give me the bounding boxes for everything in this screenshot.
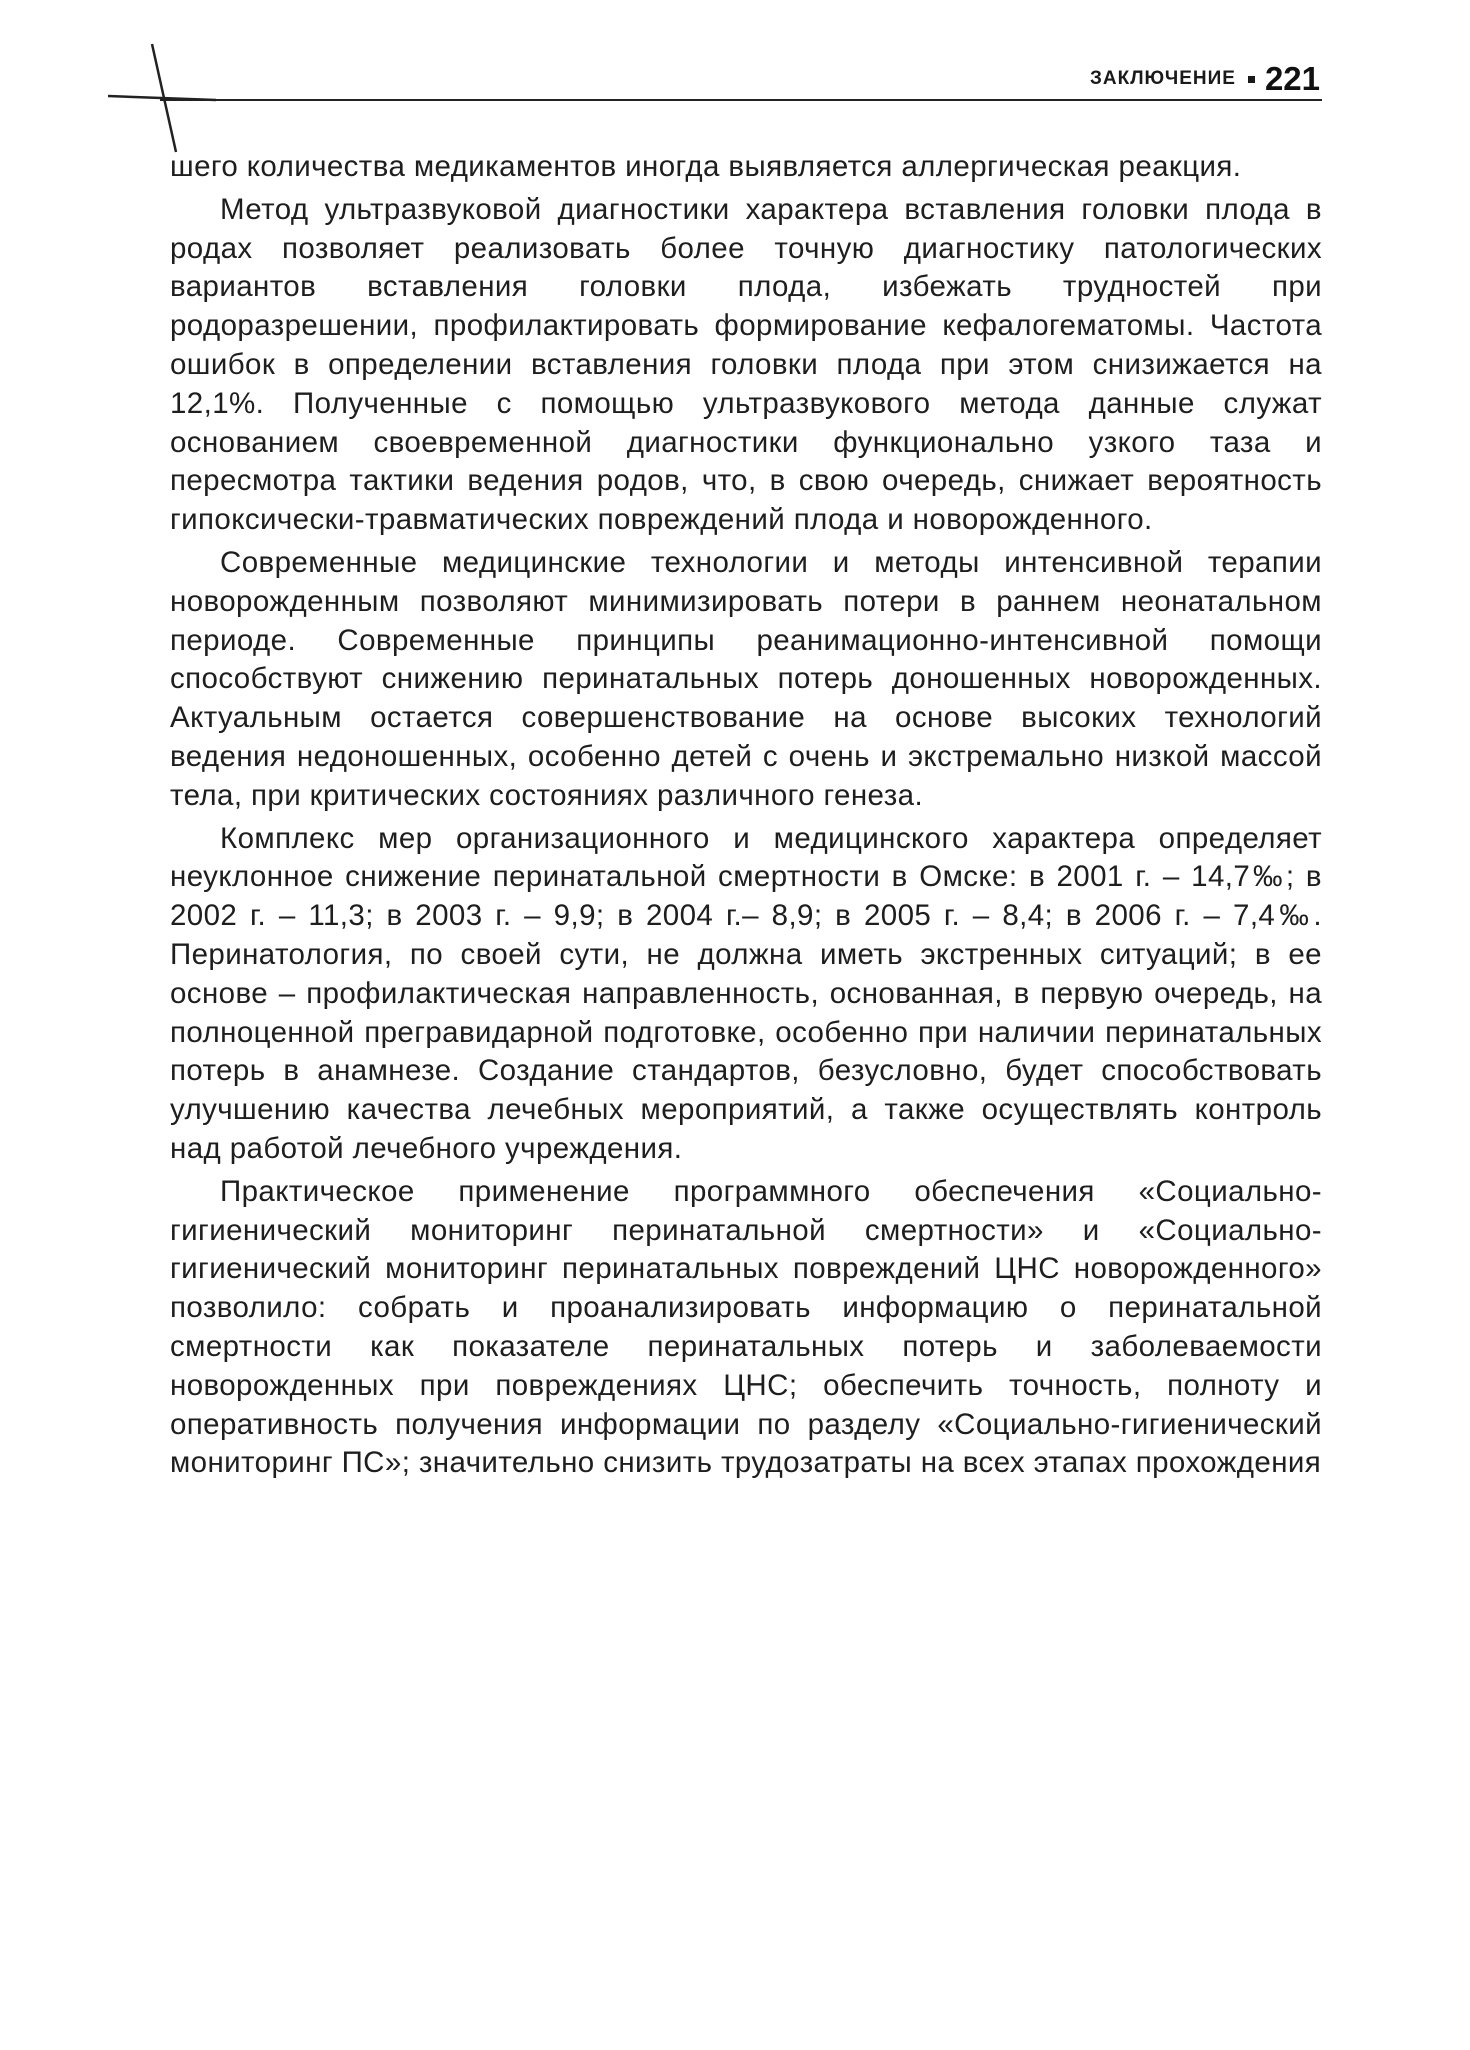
page-number: 221	[1264, 60, 1320, 97]
running-title: ЗАКЛЮЧЕНИЕ	[1089, 68, 1236, 89]
running-head	[1000, 60, 1320, 100]
header-separator-icon	[1248, 76, 1255, 83]
paragraph-continuation: шего количества медикаментов иногда выявляется аллергическая реакция.	[170, 150, 1242, 183]
header-rule	[160, 99, 1322, 101]
paragraph-mortality-omsk: Комплекс мер организационного и медицинского характера определяет неуклонное снижение перинатальной смертности в Омске: в 2001 г. – 14,7‰; в 2002 г. – 11,3; в 2003 г. – 9,9; в 2004 г.– 8,9; в 2005 г. – 8,4; в 2006 г. – 7,4‰. Перинатология, по своей сути, не должна иметь экстренных ситуаций; в ее основе – профилактическая направленность, основанная, в первую очередь, на полноценной прегравидарной подготовке, особенно при наличии перинатальных потерь в анамнезе. Создание стандартов, безусловно, будет способствовать улучшению качества лечебных мероприятий, а также осуществлять контроль над работой лечебного учреждения.	[170, 821, 1322, 1165]
paragraph-ultrasound: Метод ультразвуковой диагностики характера вставления головки плода в родах позволяет реализовать более точную диагностику патологических вариантов вставления головки плода, избежать трудностей при родоразрешении, профилактировать формирование кефалогематомы. Частота ошибок в определении вставления головки плода при этом снизижается на 12,1%. Полученные с помощью ультразвукового метода данные служат основанием своевременной диагностики функционально узкого таза и пересмотра тактики ведения родов, что, в свою очередь, снижает вероятность гипоксически-травматических повреждений плода и новорожденного.	[170, 192, 1322, 537]
body-text	[170, 148, 1322, 1483]
paragraph-intensive-care: Современные медицинские технологии и методы интенсивной терапии новорожденным позволяют минимизировать потери в раннем неонатальном периоде. Современные принципы реанимационно-интенсивной помощи способствуют снижению перинатальных потерь доношенных новорожденных. Актуальным остается совершенствование на основе высоких технологий ведения недоношенных, особенно детей с очень и экстремально низкой массой тела, при критических состояниях различного генеза.	[170, 545, 1322, 812]
paragraph-software: Практическое применение программного обеспечения «Социально-гигиенический мониторинг перинатальной смертности» и «Социально-гигиенический мониторинг перинатальных повреждений ЦНС новорожденного» позволило: собрать и проанализировать информацию о перинатальной смертности как показателе перинатальных потерь и заболеваемости новорожденных при повреждениях ЦНС; обеспечить точность, полноту и оперативность получения информации по разделу «Социально-гигиенический мониторинг ПС»; значительно снизить трудозатраты на всех этапах прохождения	[170, 1174, 1322, 1480]
